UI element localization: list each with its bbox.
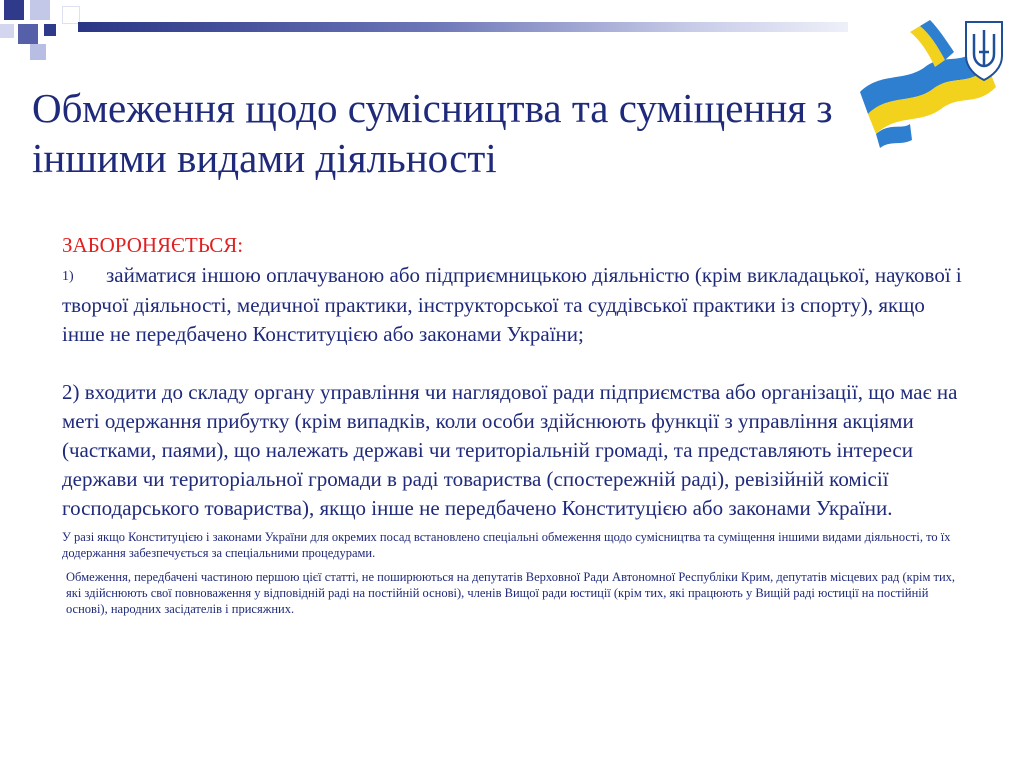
decor-square xyxy=(18,24,38,44)
forbidden-heading: ЗАБОРОНЯЄТЬСЯ: xyxy=(62,233,244,257)
item-text: займатися іншою оплачуваною або підприємницькою діяльністю (крім викладацької, наукової і творчої діяльності, медичної практики, інструкторської та суддівської практики із спорту), якщо інше не передбачено Конституцією або законами України; xyxy=(62,263,962,346)
footnote: У разі якщо Конституцією і законами України для окремих посад встановлено спеціальні обмеження щодо сумісництва та суміщення іншими видами діяльності, то їх додержання забезпечується за спеціальними процедурами. xyxy=(62,530,951,560)
item-number: 1) xyxy=(62,269,74,284)
decor-square xyxy=(30,0,50,20)
decor-square xyxy=(4,0,24,20)
trident-emblem-icon xyxy=(966,22,1002,80)
decor-square xyxy=(0,24,14,38)
flag-emblem-group xyxy=(850,12,1015,162)
top-gradient-bar xyxy=(78,22,848,32)
slide-content xyxy=(62,232,967,617)
slide-title: Обмеження щодо сумісництва та суміщення з іншими видами діяльності xyxy=(32,85,833,181)
decor-square xyxy=(30,44,46,60)
list-item: 2) входити до складу органу управління чи наглядової ради підприємства або організації, що має на меті одержання прибутку (крім випадків, коли особи здійснюють функції з управління акціями (частками, паями), що належать державі чи територіальній громаді, та представляють інтереси держави чи територіальної громади в раді товариства (спостережній раді), ревізійній комісії господарського товариства), якщо інше не передбачено Конституцією або законами України. xyxy=(62,380,958,520)
footnote: Обмеження, передбачені частиною першою цієї статті, не поширюються на депутатів Верховної Ради Автономної Республіки Крим, депутатів місцевих рад (крім тих, які здійснюють свої повноваження у відповідній раді на постійній основі), членів Вищої ради юстиції (крім тих, які працюють у Вищій раді юстиції на постійній основі), народних засідателів і присяжних. xyxy=(66,570,956,616)
list-item xyxy=(62,261,967,349)
decor-square xyxy=(44,24,56,36)
